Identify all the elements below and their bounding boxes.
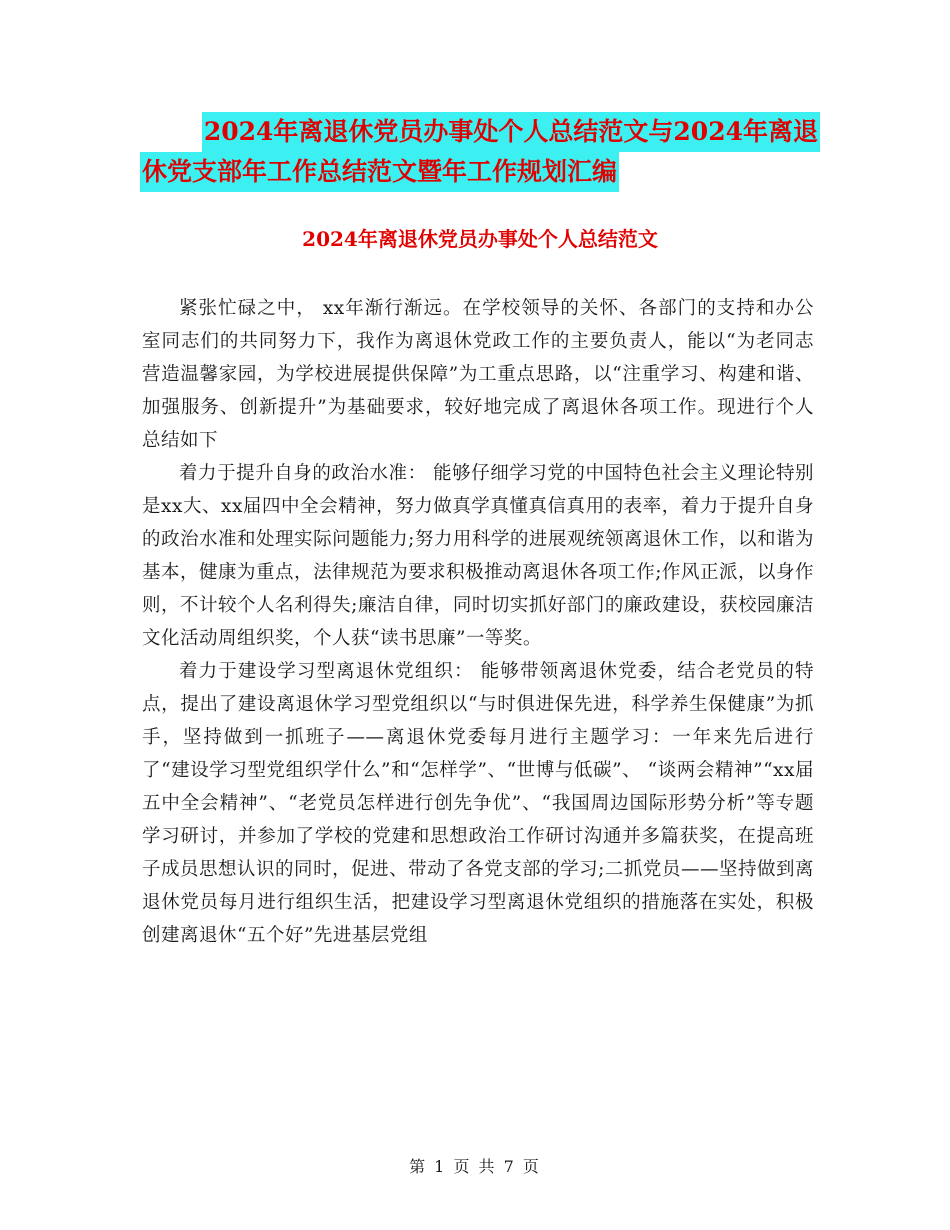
paragraph-intro: 紧张忙碌之中， xx年渐行渐远。在学校领导的关怀、各部门的支持和办公室同志们的共同努力下，我作为离退休党政工作的主要负责人，能以“为老同志营造温馨家园，为学校进展提供保障”为工重点思路，以“注重学习、构建和谐、加强服务、创新提升”为基础要求，较好地完成了离退休各项工作。现进行个人总结如下 xyxy=(142,298,814,451)
paragraph-learning-organization: 着力于建设学习型离退休党组织： 能够带领离退休党委，结合老党员的特点，提出了建设离退休学习型党组织以“与时俱进保先进，科学养生保健康”为抓手，坚持做到一抓班子——离退休党委每月进行主题学习：一年来先后进行了“建设学习型党组织学什么”和“怎样学”、“世博与低碳”、 “谈两会精神”“xx届五中全会精神”、“老党员怎样进行创先争优”、“我国周边国际形势分析”等专题学习研讨，并参加了学校的党建和思想政治工作研讨沟通并多篇获奖，在提高班子成员思想认识的同时，促进、带动了各党支部的学习;二抓党员——坚持做到离退休党员每月进行组织生活，把建设学习型离退休党组织的措施落在实处，积极创建离退休“五个好”先进基层党组 xyxy=(142,661,814,946)
section-title: 2024年离退休党员办事处个人总结范文 xyxy=(302,227,658,251)
title-highlight-2: 休党支部年工作总结范文暨年工作规划汇编 xyxy=(140,152,619,192)
paragraph-political-level: 着力于提升自身的政治水准： 能够仔细学习党的中国特色社会主义理论特别是xx大、xx届四中全会精神，努力做真学真懂真信真用的表率，着力于提升自身的政治水准和处理实际问题能力;努力用科学的进展观统领离退休工作，以和谐为基本，健康为重点，法律规范为要求积极推动离退休各项工作;作风正派，以身作则，不计较个人名利得失;廉洁自律，同时切实抓好部门的廉政建设，获校园廉洁文化活动周组织奖，个人获“读书思廉”一等奖。 xyxy=(142,463,814,649)
document-title-line-2 xyxy=(140,152,820,192)
document-title xyxy=(140,112,820,192)
page-number-footer: 第 1 页 共 7 页 xyxy=(409,1157,541,1176)
document-title-line-1 xyxy=(140,112,820,152)
title-highlight-1: 2024年离退休党员办事处个人总结范文与2024年离退 xyxy=(202,112,820,152)
document-body xyxy=(142,292,814,952)
